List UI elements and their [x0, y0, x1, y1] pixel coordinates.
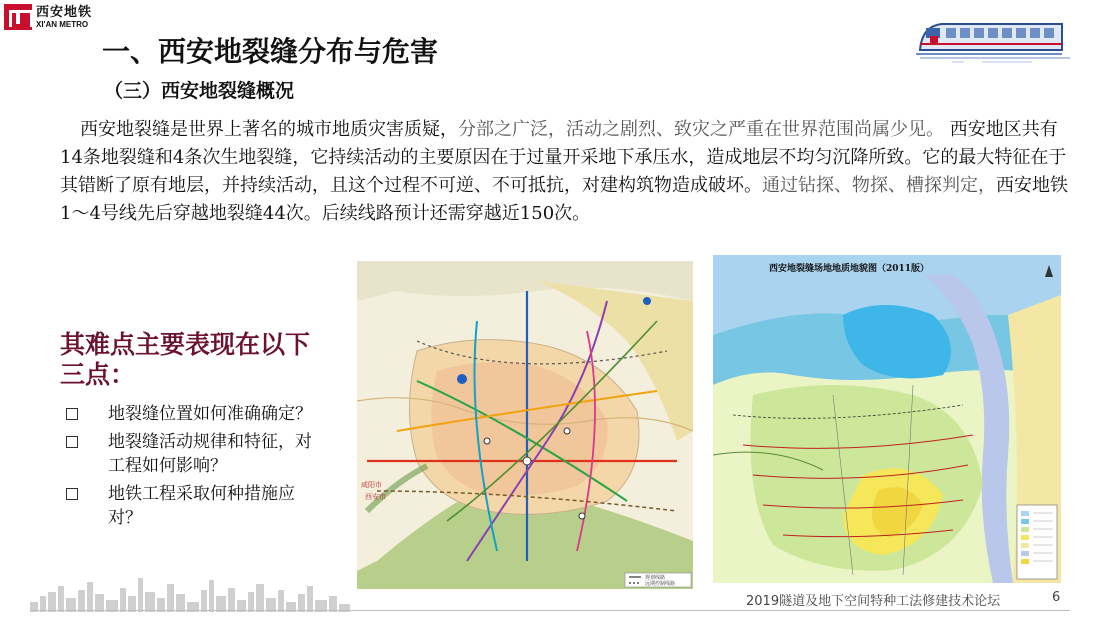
xian-metro-logo — [4, 4, 92, 30]
difficulties-list — [64, 402, 324, 534]
ground-fissure-geology-map — [713, 255, 1061, 583]
slide-title — [102, 30, 438, 70]
section-subtitle: （三）西安地裂缝概况 — [104, 80, 295, 102]
list-item-text: 地铁工程采取何种措施应对？ — [108, 484, 295, 528]
checkbox-square-icon — [66, 436, 78, 448]
checkbox-square-icon — [66, 408, 78, 420]
list-item-text: 地裂缝活动规律和特征，对工程如何影响？ — [108, 432, 312, 476]
list-item — [64, 402, 324, 426]
list-item — [64, 430, 324, 478]
geology-map-title: 西安地裂缝场地地质地貌图（2011版） — [769, 264, 930, 274]
metro-logo-icon — [4, 4, 32, 30]
map-legend-future: 远期控制线路 — [645, 581, 676, 587]
logo-chinese-text: 西安地铁 — [36, 4, 93, 20]
intro-paragraph — [60, 116, 1070, 228]
list-item — [64, 482, 324, 530]
para-sentence-5: 西安地铁1～4号线先后穿越地裂缝44次。后续线路预计还需穿越近150次。 — [60, 175, 1068, 224]
difficulties-heading: 其难点主要表现在以下三点： — [60, 330, 311, 389]
footer-divider — [30, 610, 1070, 611]
para-sentence-4: 通过钻探、物探、槽探判定， — [762, 175, 996, 196]
map-label-xian: 西安市 — [365, 493, 386, 501]
para-sentence-3: 西安地区共有14条地裂缝和4条次生地裂缝，它持续活动的主要原因在于过量开采地下承压水，造成地层不均匀沉降所致。它的最大特征在于其错断了原有地层，并持续活动，且这个过程不可逆、不可抵抗，对建构筑物造成破坏。 — [60, 119, 1067, 196]
map-legend-planned: 规划线路 — [645, 575, 666, 581]
slide-title-text: 一、西安地裂缝分布与危害 — [102, 35, 439, 68]
page-number: 6 — [1052, 590, 1061, 605]
list-item-text: 地裂缝位置如何准确确定？ — [108, 404, 312, 424]
map-label-xianyang: 咸阳市 — [361, 481, 382, 489]
city-skyline-decoration — [30, 574, 350, 612]
logo-english-text: XI'AN METRO — [36, 19, 89, 29]
metro-network-map — [357, 261, 693, 589]
metro-train-icon — [912, 14, 1072, 66]
para-sentence-1: 西安地裂缝是世界上著名的城市地质灾害质疑， — [80, 119, 458, 140]
para-sentence-2: 分部之广泛，活动之剧烈、致灾之严重在世界范围尚属少见。 — [458, 119, 944, 140]
footer-forum-name: 2019隧道及地下空间特种工法修建技术论坛 — [746, 594, 1001, 609]
checkbox-square-icon — [66, 488, 78, 500]
